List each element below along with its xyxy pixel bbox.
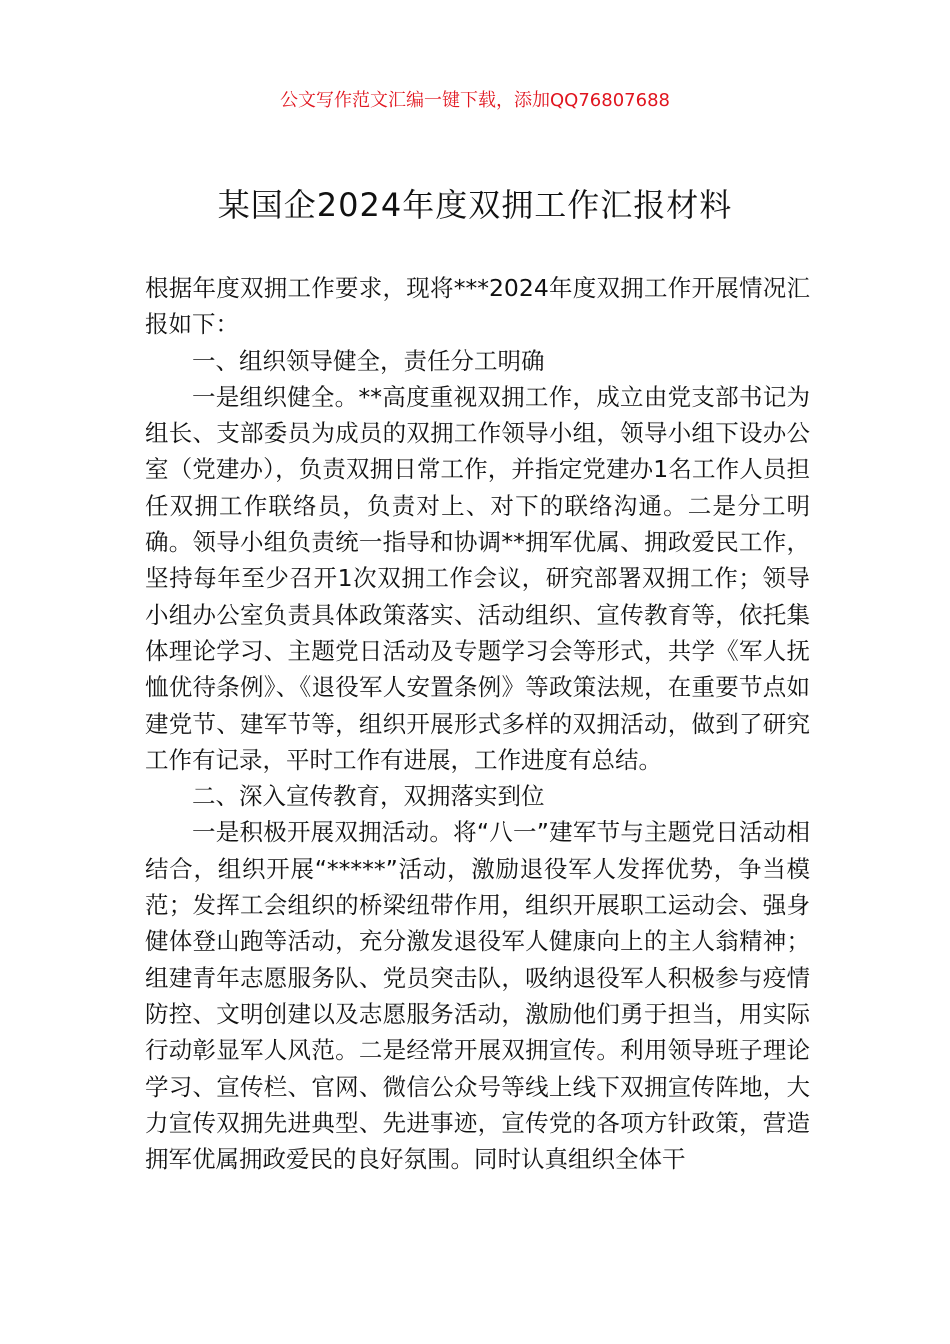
promo-banner: 公文写作范文汇编一键下载，添加QQ76807688 xyxy=(280,90,670,111)
section-heading-2: 二、深入宣传教育，双拥落实到位 xyxy=(192,782,545,811)
intro-paragraph: 根据年度双拥工作要求，现将***2024年度双拥工作开展情况汇报如下： xyxy=(145,274,810,339)
section-2-paragraph: 一是积极开展双拥活动。将“八一”建军节与主题党日活动相结合，组织开展“*****”活动，激励退役军人发挥优势，争当模范；发挥工会组织的桥梁纽带作用，组织开展职工运动会、强身健体登山跑等活动，充分激发退役军人健康向上的主人翁精神；组建青年志愿服务队、党员突击队，吸纳退役军人积极参与疫情防控、文明创建以及志愿服务活动，激励他们勇于担当，用实际行动彰显军人风范。二是经常开展双拥宣传。利用领导班子理论学习、宣传栏、官网、微信公众号等线上线下双拥宣传阵地，大力宣传双拥先进典型、先进事迹，宣传党的各项方针政策，营造拥军优属拥政爱民的良好氛围。同时认真组织全体干 xyxy=(145,818,810,1174)
document-body xyxy=(145,270,810,1177)
section-1-paragraph: 一是组织健全。**高度重视双拥工作，成立由党支部书记为组长、支部委员为成员的双拥工作领导小组，领导小组下设办公室（党建办），负责双拥日常工作，并指定党建办1名工作人员担任双拥工作联络员，负责对上、对下的联络沟通。二是分工明确。领导小组负责统一指导和协调**拥军优属、拥政爱民工作，坚持每年至少召开1次双拥工作会议，研究部署双拥工作；领导小组办公室负责具体政策落实、活动组织、宣传教育等，依托集体理论学习、主题党日活动及专题学习会等形式，共学《军人抚恤优待条例》、《退役军人安置条例》等政策法规，在重要节点如建党节、建军节等，组织开展形式多样的双拥活动，做到了研究工作有记录，平时工作有进展，工作进度有总结。 xyxy=(145,382,810,774)
section-heading-1: 一、组织领导健全，责任分工明确 xyxy=(192,346,545,375)
document-title: 某国企2024年度双拥工作汇报材料 xyxy=(217,186,733,224)
